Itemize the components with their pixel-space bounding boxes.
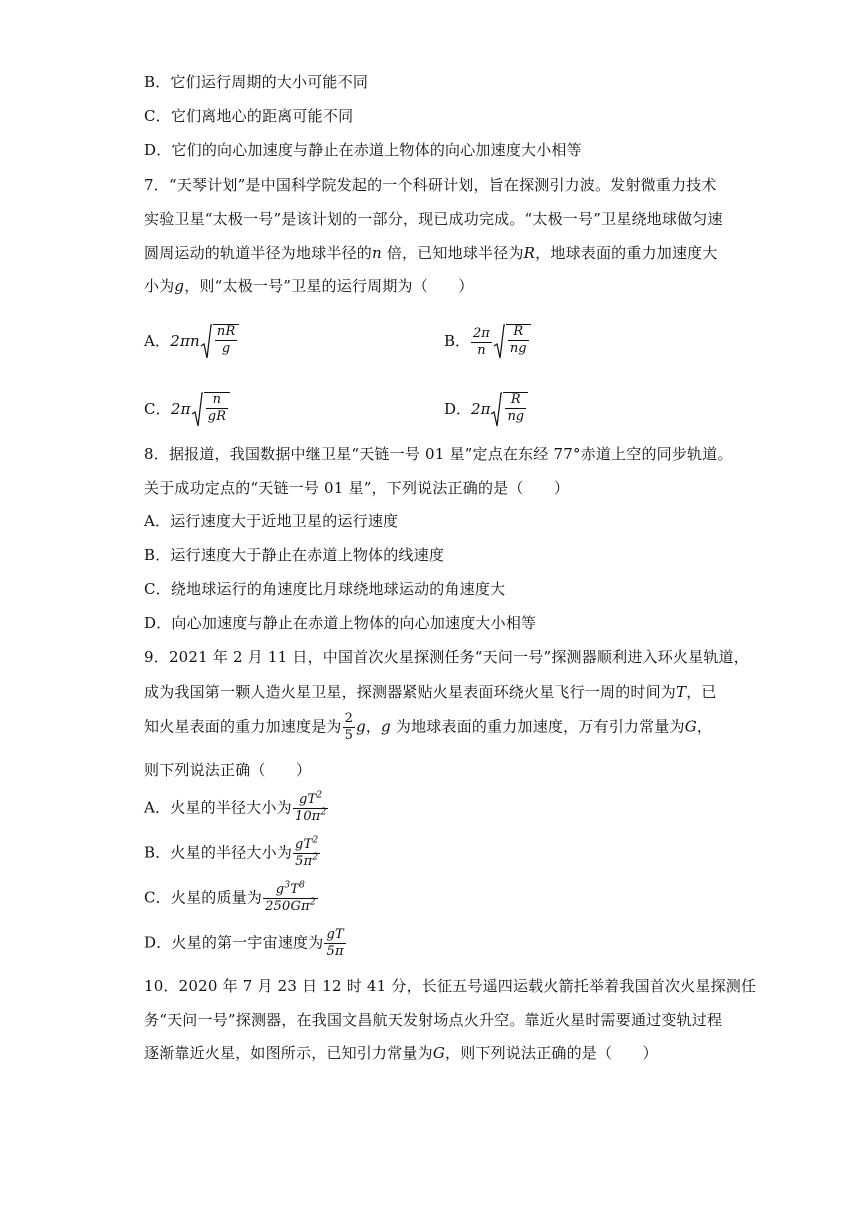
q6-option-b: B．它们运行周期的大小可能不同	[144, 73, 369, 91]
q9-stem-line2: 成为我国第一颗人造火星卫星，探测器紧贴火星表面环绕火星飞行一周的时间为T，已	[144, 683, 717, 701]
q6-option-c: C．它们离地心的距离可能不同	[144, 107, 354, 125]
q7-option-a: A．2πn $\frac{nR}{g}$	[144, 324, 240, 360]
sqrt-symbol: $\frac{R}{ng}$	[490, 392, 529, 428]
q8-option-b: B．运行速度大于静止在赤道上物体的线速度	[144, 546, 445, 564]
q9-option-d: D．火星的第一宇宙速度为 $\frac{gT}{5\pi}$	[144, 927, 344, 959]
q7-option-d: D．2π $\frac{R}{ng}$	[444, 392, 529, 428]
q9-option-c: C．火星的质量为 $\frac{g^3T^8}{250G\pi^2}$	[144, 880, 316, 914]
sqrt-symbol: $\frac{R}{ng}$	[493, 324, 532, 360]
q8-stem-line1: 8．据报道，我国数据中继卫星“天链一号 01 星”定点在东经 77°赤道上空的同步轨道。	[144, 445, 733, 463]
q7-option-c: C．2π $\frac{n}{gR}$	[144, 392, 231, 428]
sqrt-symbol: $\frac{n}{gR}$	[191, 392, 232, 428]
q6-option-d: D．它们的向心加速度与静止在赤道上物体的向心加速度大小相等	[144, 141, 582, 159]
q10-stem-line1: 10．2020 年 7 月 23 日 12 时 41 分，长征五号遥四运载火箭托举着我国首次火星探测任	[144, 977, 757, 995]
q7-stem-line4: 小为g，则“太极一号”卫星的运行周期为（ ）	[144, 277, 474, 295]
q9-stem-line3: 知火星表面的重力加速度是为 $\frac{2}{5}$ g，g 为地球表面的重力加速度，万有引力常量为G，	[144, 711, 713, 743]
q9-stem-line4: 则下列说法正确（ ）	[144, 761, 312, 779]
q8-option-a: A．运行速度大于近地卫星的运行速度	[144, 512, 399, 530]
q9-stem-line1: 9．2021 年 2 月 11 日，中国首次火星探测任务“天问一号”探测器顺利进入环火星轨道，	[144, 648, 749, 666]
q8-option-c: C．绕地球运行的角速度比月球绕地球运动的角速度大	[144, 580, 506, 598]
q7-stem-line1: 7．“天琴计划”是中国科学院发起的一个科研计划，旨在探测引力波。发射微重力技术	[144, 176, 717, 194]
q9-option-b: B．火星的半径大小为 $\frac{gT^2}{5\pi^2}$	[144, 835, 319, 869]
q8-stem-line2: 关于成功定点的“天链一号 01 星”，下列说法正确的是（ ）	[144, 479, 570, 497]
q8-option-d: D．向心加速度与静止在赤道上物体的向心加速度大小相等	[144, 614, 537, 632]
q7-stem-line2: 实验卫星“太极一号”是该计划的一部分，现已成功完成。“太极一号”卫星绕地球做匀速	[144, 210, 723, 228]
q7-stem-line3: 圆周运动的轨道半径为地球半径的n 倍，已知地球半径为R，地球表面的重力加速度大	[144, 244, 718, 262]
q10-stem-line3: 逐渐靠近火星，如图所示，已知引力常量为G，则下列说法正确的是（ ）	[144, 1044, 658, 1062]
q7-option-b: B． $\frac{2\pi}{n}$ $\frac{R}{ng}$	[444, 324, 532, 360]
q9-option-a: A．火星的半径大小为 $\frac{gT^2}{10\pi^2}$	[144, 790, 327, 824]
q10-stem-line2: 务“天问一号”探测器，在我国文昌航天发射场点火升空。靠近火星时需要通过变轨过程	[144, 1011, 723, 1029]
sqrt-symbol: $\frac{nR}{g}$	[200, 324, 241, 360]
